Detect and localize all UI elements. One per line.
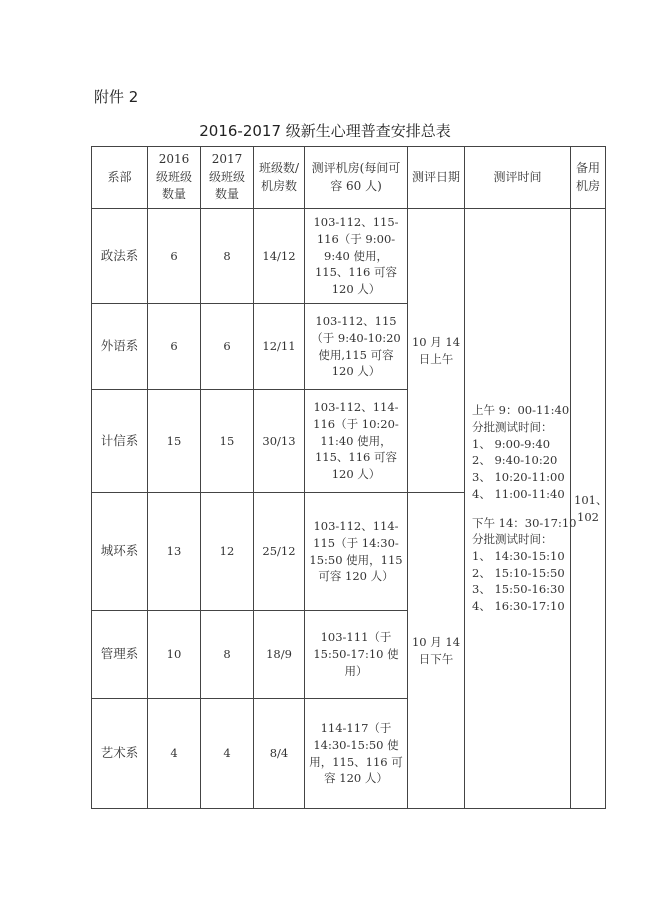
ratio-cell: 8/4 (254, 699, 305, 809)
pm-slot: 3、 15:50-16:30 (472, 582, 565, 597)
header-time: 测评时间 (465, 147, 571, 209)
am-slot: 4、 11:00-11:40 (472, 486, 565, 501)
dept-cell: 城环系 (92, 493, 148, 611)
lab-cell: 103-112、114-116（于 10:20-11:40 使用，115、116 可容 120 人） (305, 390, 408, 493)
time-gap (472, 503, 567, 515)
header-class-room-ratio: 班级数/机房数 (254, 147, 305, 209)
header-backup: 备用机房 (571, 147, 606, 209)
date-cell-afternoon: 10 月 14 日下午 (408, 493, 465, 809)
ratio-cell: 14/12 (254, 209, 305, 304)
dept-cell: 艺术系 (92, 699, 148, 809)
classes-2016-cell: 4 (148, 699, 201, 809)
lab-cell: 114-117（于 14:30-15:50 使用，115、116 可容 120 人） (305, 699, 408, 809)
backup-rooms-cell: 101、102 (571, 209, 606, 809)
dept-cell: 管理系 (92, 611, 148, 699)
classes-2016-cell: 15 (148, 390, 201, 493)
classes-2016-cell: 10 (148, 611, 201, 699)
classes-2016-cell: 13 (148, 493, 201, 611)
ratio-cell: 12/11 (254, 304, 305, 390)
classes-2017-cell: 8 (201, 611, 254, 699)
header-row (92, 147, 606, 209)
lab-cell: 103-112、115-116（于 9:00-9:40 使用，115、116 可容 120 人） (305, 209, 408, 304)
header-lab: 测评机房(每间可容 60 人) (305, 147, 408, 209)
header-classes-2017: 2017 级班级数量 (201, 147, 254, 209)
header-date: 测评日期 (408, 147, 465, 209)
attachment-label: 附件 2 (94, 88, 139, 106)
dept-cell: 政法系 (92, 209, 148, 304)
classes-2017-cell: 15 (201, 390, 254, 493)
ratio-cell: 25/12 (254, 493, 305, 611)
am-slot: 1、 9:00-9:40 (472, 436, 551, 451)
table-row (92, 209, 606, 304)
classes-2017-cell: 4 (201, 699, 254, 809)
pm-slot: 2、 15:10-15:50 (472, 565, 565, 580)
lab-cell: 103-112、115（于 9:40-10:20 使用,115 可容 120 人） (305, 304, 408, 390)
schedule-table (91, 146, 606, 809)
date-cell-morning: 10 月 14 日上午 (408, 209, 465, 493)
ratio-cell: 30/13 (254, 390, 305, 493)
am-header: 上午 9：00-11:40 (472, 403, 570, 418)
pm-header: 下午 14：30-17:10 (472, 515, 577, 530)
classes-2017-cell: 8 (201, 209, 254, 304)
classes-2016-cell: 6 (148, 209, 201, 304)
pm-slot: 1、 14:30-15:10 (472, 548, 565, 563)
ratio-cell: 18/9 (254, 611, 305, 699)
lab-cell: 103-111（于 15:50-17:10 使用） (305, 611, 408, 699)
pm-sub: 分批测试时间： (472, 532, 553, 547)
page-title: 2016-2017 级新生心理普查安排总表 (199, 122, 451, 140)
classes-2017-cell: 6 (201, 304, 254, 390)
lab-cell: 103-112、114-115（于 14:30-15:50 使用，115 可容 120 人） (305, 493, 408, 611)
classes-2017-cell: 12 (201, 493, 254, 611)
am-sub: 分批测试时间： (472, 420, 553, 435)
header-classes-2016: 2016 级班级数量 (148, 147, 201, 209)
am-slot: 2、 9:40-10:20 (472, 453, 558, 468)
dept-cell: 计信系 (92, 390, 148, 493)
am-slot: 3、 10:20-11:00 (472, 470, 565, 485)
classes-2016-cell: 6 (148, 304, 201, 390)
header-dept: 系部 (92, 147, 148, 209)
pm-slot: 4、 16:30-17:10 (472, 598, 565, 613)
dept-cell: 外语系 (92, 304, 148, 390)
time-schedule-cell (465, 209, 577, 809)
